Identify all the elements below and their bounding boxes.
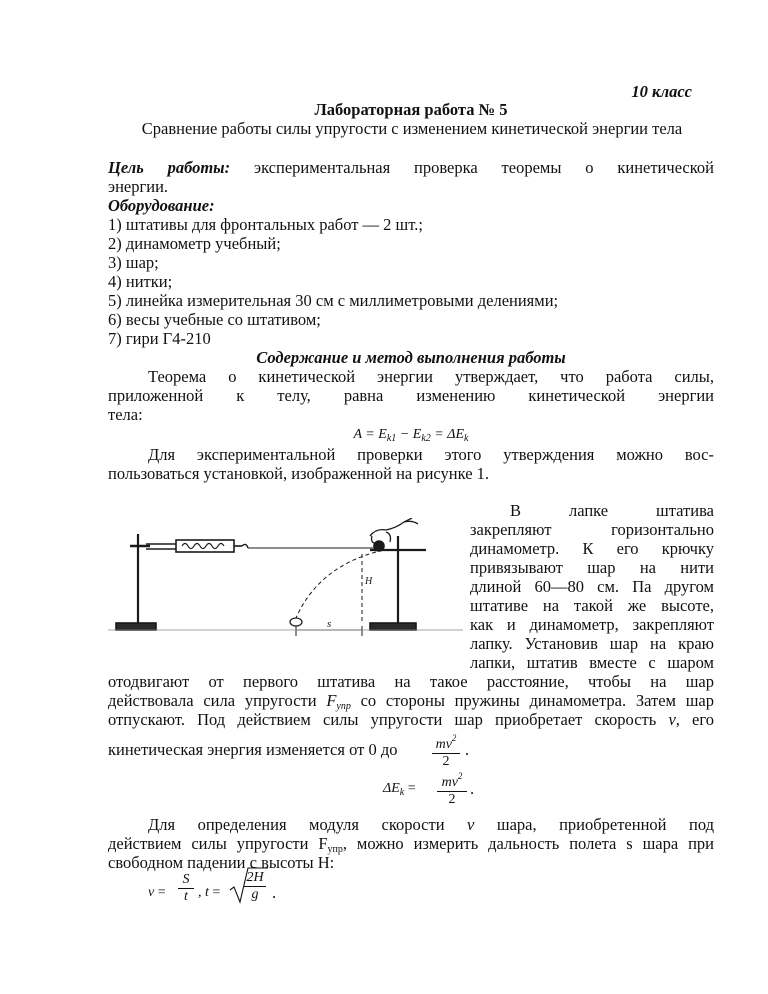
equipment-item: 2) динамометр учебный; (108, 234, 281, 253)
delta-ek-sub: k (399, 787, 405, 798)
goal-text: экспериментальная проверка теоремы о кинетической (253, 158, 715, 177)
fraction-s: S (182, 872, 190, 887)
formula-end-dot: . (272, 883, 277, 902)
ball (374, 541, 384, 551)
sqrt-fraction (244, 870, 266, 903)
final-force-subscript: упр (327, 844, 343, 855)
delta-ek: ΔE (383, 781, 400, 796)
formula-delta: ΔE (447, 427, 465, 442)
velocity-symbol: v (668, 710, 676, 729)
formula-v-equals: = (157, 885, 166, 900)
dynamometer (176, 540, 234, 552)
final-velocity-symbol: v (467, 815, 475, 834)
fraction-2h: 2H (246, 870, 264, 885)
final-line-2-b: , можно измерить дальность полета s шара при (342, 834, 714, 853)
work-energy-formula: $A = E_{k1} - E_{k2} = \Delta E_k$ (353, 427, 469, 444)
formula-v-eq (148, 883, 178, 903)
theorem-line-1: Теорема о кинетической энергии утверждает, что работа силы, (148, 367, 714, 386)
formula-t: t (205, 885, 209, 900)
delta-ek-formula (383, 779, 433, 803)
svg-text:H: H (365, 576, 373, 587)
body-line-1: отодвигают от первого штатива на такое расстояние, чтобы на шар (108, 672, 714, 691)
body-line-2-b: со стороны пружины динамометра. Затем шар (350, 691, 714, 710)
formula-v: v (148, 885, 155, 900)
fraction-numerator: mv (435, 737, 452, 752)
lab-subtitle: Сравнение работы силы упругости с изменением кинетической энергии тела (141, 119, 683, 138)
fraction-g: g (251, 887, 259, 902)
fraction-denominator: 2 (448, 792, 456, 807)
body-line-2-a: действовала сила упругости (108, 691, 327, 710)
delta-ek-dot: . (470, 779, 475, 798)
left-stand-base (116, 623, 156, 630)
formula-t-equals: = (212, 885, 221, 900)
trajectory (296, 552, 376, 618)
formula-delta-sub: k (464, 433, 469, 444)
final-line-2-a: действием силы упругости F (108, 834, 328, 853)
equipment-item: 5) линейка измерительная 30 см с миллиметровыми делениями; (108, 291, 559, 310)
delta-ek-eq: = (407, 781, 416, 796)
fraction-exponent: 2 (457, 771, 463, 781)
setup-line-2: пользоваться установкой, изображенной на рисунке 1. (108, 464, 490, 483)
force-symbol: F (326, 691, 337, 710)
side-text-line: лапки, штатив вместе с шаром (470, 653, 714, 672)
equipment-item: 7) гири Г4-210 (108, 329, 211, 348)
formula-a: A (353, 427, 362, 442)
theorem-line-2: приложенной к телу, равна изменению кинетической энергии (108, 386, 714, 405)
distance-s-label: s (327, 618, 332, 630)
side-text-line: лапку. Установив шар на краю (470, 634, 714, 653)
formula-e1: E (378, 427, 387, 442)
goal-line-2: энергии. (108, 177, 169, 196)
final-line-1 (148, 815, 714, 835)
equipment-item: 6) весы учебные со штативом; (108, 310, 321, 329)
side-text-line: штативе на такой же высоте, (470, 596, 714, 615)
side-text-line: динамометр. К его крючку (470, 539, 714, 558)
fraction-exponent: 2 (451, 733, 457, 743)
landing-spot (290, 618, 302, 626)
body-line-3 (108, 710, 714, 730)
fraction-t: t (184, 889, 188, 904)
goal-line-1 (108, 158, 714, 178)
side-text-line: как и динамометр, закрепляют (470, 615, 714, 634)
equipment-item: 3) шар; (108, 253, 159, 272)
body-line-3-a: отпускают. Под действием силы упругости шар приобретает скорость (108, 710, 669, 729)
side-text-line: закрепляют горизонтально (470, 520, 714, 539)
fraction-denominator: 2 (442, 754, 450, 769)
final-line-1-a: Для определения модуля скорости (148, 815, 468, 834)
goal-label: Цель работы: (108, 158, 231, 177)
final-line-3: свободном падении с высоты H: (108, 853, 335, 872)
method-heading: Содержание и метод выполнения работы (256, 348, 566, 367)
equipment-item: 4) нитки; (108, 272, 173, 291)
s-over-t-fraction (178, 872, 194, 905)
delta-ek-fraction (437, 768, 467, 808)
experiment-setup-figure (108, 518, 463, 653)
body-line-3-b: , его (675, 710, 714, 729)
grade-label: 10 класс (631, 82, 692, 101)
formula-e1-sub: k1 (386, 433, 397, 444)
theorem-line-3: тела: (108, 405, 143, 424)
side-text-line: В лапке штатива (510, 501, 714, 520)
equipment-label: Оборудование: (108, 196, 215, 215)
lab-title: Лабораторная работа № 5 (314, 100, 508, 119)
final-line-1-b: шара, приобретенной под (474, 815, 714, 834)
side-text-line: привязывают шар на нити (470, 558, 714, 577)
right-stand-base (370, 623, 416, 630)
kinetic-energy-fraction (432, 730, 460, 770)
force-subscript: упр (336, 701, 351, 712)
side-text-line: длиной 60—80 см. Па другом (470, 577, 714, 596)
equipment-item: 1) штативы для фронтальных работ — 2 шт.; (108, 215, 423, 234)
formula-e2-sub: k2 (421, 433, 431, 444)
formula-e2: E (412, 427, 422, 442)
fraction-numerator: mv (441, 775, 458, 790)
formula-comma: , (198, 885, 202, 900)
body-line-4: кинетическая энергия изменяется от 0 до (108, 740, 398, 759)
setup-line-1: Для экспериментальной проверки этого утверждения можно вос- (148, 445, 714, 464)
body-line-4-dot: . (465, 740, 470, 759)
